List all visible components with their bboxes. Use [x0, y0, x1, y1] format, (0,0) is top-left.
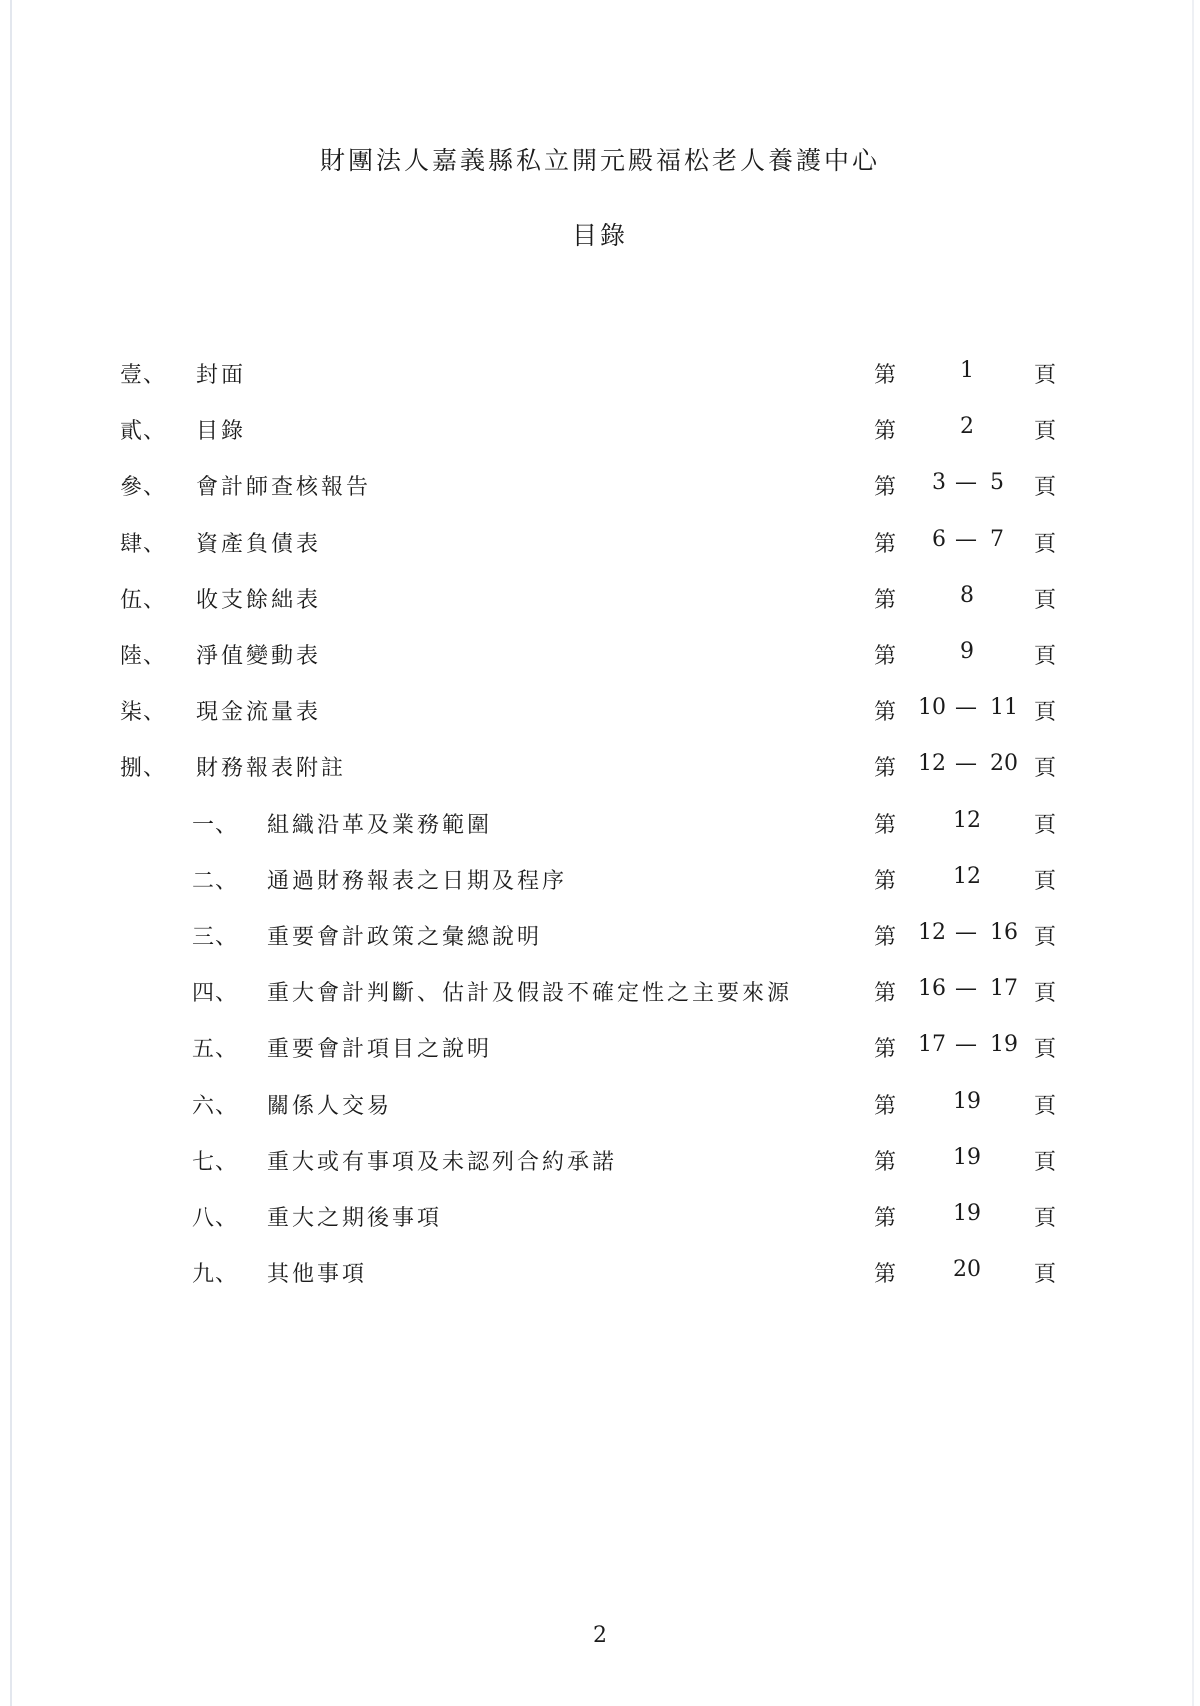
toc-page-dash: — [955, 976, 977, 1001]
toc-page-from: 9 [960, 639, 974, 664]
toc-page-prefix: 第 [874, 1094, 897, 1119]
toc-page-prefix: 第 [874, 419, 897, 444]
toc-page-dash: — [955, 1032, 977, 1057]
toc-number: 柒、 [120, 700, 167, 725]
toc-page-suffix: 頁 [1034, 925, 1057, 950]
toc-title: 關係人交易 [267, 1094, 393, 1119]
toc-page-prefix: 第 [874, 925, 897, 950]
toc-page-from: 12 [953, 864, 981, 889]
toc-row [0, 695, 1200, 735]
toc-row [0, 751, 1200, 791]
toc-page-suffix: 頁 [1034, 588, 1057, 613]
toc-row [0, 470, 1200, 510]
toc-title: 會計師查核報告 [196, 475, 372, 500]
toc-page-prefix: 第 [874, 1037, 897, 1062]
toc-title: 淨值變動表 [196, 644, 322, 669]
toc-page-suffix: 頁 [1034, 981, 1057, 1006]
toc-page-prefix: 第 [874, 363, 897, 388]
toc-title: 收支餘絀表 [196, 588, 322, 613]
toc-page-from: 12 [953, 808, 981, 833]
toc-number: 二、 [192, 869, 239, 894]
toc-number: 肆、 [120, 532, 167, 557]
toc-row [0, 808, 1200, 848]
toc-page-suffix: 頁 [1034, 700, 1057, 725]
toc-page-suffix: 頁 [1034, 869, 1057, 894]
toc-page-suffix: 頁 [1034, 363, 1057, 388]
toc-number: 伍、 [120, 588, 167, 613]
toc-number: 四、 [192, 981, 239, 1006]
toc-page-prefix: 第 [874, 756, 897, 781]
toc-page-from: 1 [960, 358, 974, 383]
toc-number: 六、 [192, 1094, 239, 1119]
toc-row [0, 864, 1200, 904]
toc-page-suffix: 頁 [1034, 1262, 1057, 1287]
toc-row [0, 358, 1200, 398]
document-title: 財團法人嘉義縣私立開元殿福松老人養護中心 [319, 146, 880, 175]
toc-row [0, 414, 1200, 454]
toc-page-suffix: 頁 [1034, 419, 1057, 444]
toc-number: 貳、 [120, 419, 167, 444]
toc-page-from: 16 [918, 976, 946, 1001]
toc-page-prefix: 第 [874, 700, 897, 725]
toc-page-to: 17 [990, 976, 1018, 1001]
toc-title: 重大或有事項及未認列合約承諾 [267, 1150, 618, 1175]
toc-row [0, 1257, 1200, 1297]
toc-page-prefix: 第 [874, 1206, 897, 1231]
toc-number: 參、 [120, 475, 167, 500]
toc-row [0, 1145, 1200, 1185]
toc-page-suffix: 頁 [1034, 756, 1057, 781]
toc-number: 一、 [192, 813, 239, 838]
toc-page-prefix: 第 [874, 1150, 897, 1175]
toc-number: 八、 [192, 1206, 239, 1231]
toc-page-suffix: 頁 [1034, 532, 1057, 557]
toc-title: 其他事項 [267, 1262, 368, 1287]
toc-page-from: 2 [960, 414, 974, 439]
toc-page-from: 10 [918, 695, 946, 720]
toc-page-prefix: 第 [874, 532, 897, 557]
toc-page-dash: — [955, 920, 977, 945]
toc-row [0, 1201, 1200, 1241]
toc-page-suffix: 頁 [1034, 1094, 1057, 1119]
toc-page-prefix: 第 [874, 588, 897, 613]
toc-page-suffix: 頁 [1034, 475, 1057, 500]
toc-row [0, 583, 1200, 623]
toc-title: 現金流量表 [196, 700, 322, 725]
toc-title: 財務報表附註 [196, 756, 347, 781]
toc-row [0, 920, 1200, 960]
toc-row [0, 976, 1200, 1016]
toc-page-from: 3 [932, 470, 946, 495]
toc-row [0, 1032, 1200, 1072]
document-subtitle: 目錄 [571, 221, 628, 250]
toc-page-from: 19 [953, 1201, 981, 1226]
toc-page-prefix: 第 [874, 813, 897, 838]
toc-page-suffix: 頁 [1034, 1150, 1057, 1175]
toc-page-from: 8 [960, 583, 974, 608]
toc-title: 資產負債表 [196, 532, 322, 557]
toc-page-suffix: 頁 [1034, 1037, 1057, 1062]
toc-page-from: 19 [953, 1089, 981, 1114]
toc-page-to: 19 [990, 1032, 1018, 1057]
toc-page-suffix: 頁 [1034, 644, 1057, 669]
toc-title: 重大之期後事項 [267, 1206, 443, 1231]
toc-title: 重要會計項目之說明 [267, 1037, 493, 1062]
toc-title: 重要會計政策之彙總說明 [267, 925, 543, 950]
toc-page-from: 19 [953, 1145, 981, 1170]
toc-title: 目錄 [196, 419, 247, 444]
toc-page-prefix: 第 [874, 644, 897, 669]
toc-page-to: 7 [990, 527, 1004, 552]
toc-title: 組織沿革及業務範圍 [267, 813, 493, 838]
toc-number: 七、 [192, 1150, 239, 1175]
toc-page-from: 12 [918, 751, 946, 776]
toc-page-prefix: 第 [874, 981, 897, 1006]
toc-number: 陸、 [120, 644, 167, 669]
toc-page-prefix: 第 [874, 1262, 897, 1287]
toc-page-to: 16 [990, 920, 1018, 945]
toc-title: 通過財務報表之日期及程序 [267, 869, 568, 894]
toc-page-from: 6 [932, 527, 946, 552]
toc-page-to: 5 [990, 470, 1004, 495]
toc-page-from: 17 [918, 1032, 946, 1057]
toc-page-dash: — [955, 695, 977, 720]
toc-title: 封面 [196, 363, 247, 388]
toc-row [0, 527, 1200, 567]
toc-page-prefix: 第 [874, 475, 897, 500]
toc-page-dash: — [955, 527, 977, 552]
toc-number: 九、 [192, 1262, 239, 1287]
toc-page-to: 11 [990, 695, 1018, 720]
toc-page-suffix: 頁 [1034, 813, 1057, 838]
toc-number: 三、 [192, 925, 239, 950]
toc-number: 壹、 [120, 363, 167, 388]
toc-page-to: 20 [990, 751, 1018, 776]
toc-page-from: 12 [918, 920, 946, 945]
toc-number: 五、 [192, 1037, 239, 1062]
page-number: 2 [593, 1623, 607, 1648]
toc-row [0, 639, 1200, 679]
toc-number: 捌、 [120, 756, 167, 781]
toc-page-from: 20 [953, 1257, 981, 1282]
toc-page-dash: — [955, 751, 977, 776]
toc-page-prefix: 第 [874, 869, 897, 894]
toc-page-suffix: 頁 [1034, 1206, 1057, 1231]
toc-row [0, 1089, 1200, 1129]
toc-page-dash: — [955, 470, 977, 495]
toc-title: 重大會計判斷、估計及假設不確定性之主要來源 [267, 981, 793, 1006]
